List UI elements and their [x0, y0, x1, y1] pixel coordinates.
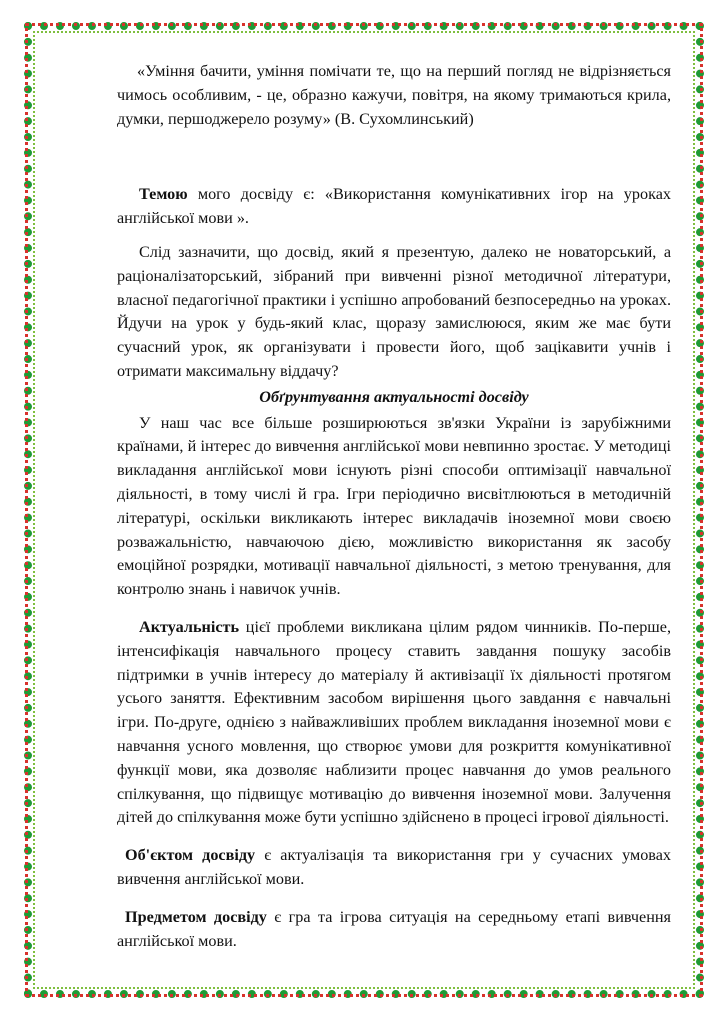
document-body	[117, 60, 671, 953]
theme-paragraph	[117, 183, 671, 231]
intro-paragraph: Слід зазначити, що досвід, який я презентую, далеко не новаторський, а раціоналізаторський, зібраний при вивченні різної методичної літератури, власної педагогічної практики і успішно апробований безпосередньо на уроках. Йдучи на урок у будь-який клас, щоразу замислююся, яким же має бути сучасний урок, як організувати і провести його, щоб зацікавити учнів і отримати максимальну віддачу?	[117, 242, 671, 380]
actuality-text: цієї проблеми викликана цілим рядом чинників. По-перше, інтенсифікація навчального процесу ставить завдання пошуку засобів підтримки в учнів інтересу до матеріалу й активізації їх діяльності протягом усього заняття. Ефективним засобом вирішення цього завдання є навчальні ігри. По-друге, однією з найважливіших проблем викладання іноземної мови є навчання усного мовлення, що створює умови для розкриття комунікативної функції мови, яка дозволяє наблизити процес навчання до умов реального спілкування, що підвищує мотивацію до вивчення іноземної мови. Залучення дітей до спілкування може бути успішно здійснено в процесі ігрової діяльності.	[117, 617, 671, 827]
relevance-paragraph: У наш час все більше розширюються зв'язки України із зарубіжними країнами, й інтерес до вивчення англійської мови невпинно зростає. У методиці викладання англійської мови існують різні способи оптимізації навчальної діяльності, в тому числі й гра. Ігри періодично висвітлюються в методичній літературі, оскільки викликають інтерес викладачів іноземної мови своєю розважальністю, навчаючою дією, можливістю використання як засобу емоційної розрядки, мотивації навчальної діяльності, з метою тренування, для контролю знань і навичок учнів.	[117, 413, 671, 599]
object-text: є актуалізація та використання гри у сучасних умовах вивчення англійської мови.	[117, 846, 671, 888]
epigraph-quote: «Уміння бачити, уміння помічати те, що на перший погляд не відрізняється чимось особливим, - це, образно кажучи, повітря, на якому тримаються крила, думки, першоджерело розуму» (В. Сухомлинський)	[117, 62, 671, 128]
subject-paragraph	[117, 906, 671, 954]
subject-label: Предметом досвіду	[125, 907, 267, 926]
actuality-paragraph	[117, 616, 671, 830]
subject-text: є гра та ігрова ситуація на середньому етапі вивчення англійської мови.	[117, 907, 671, 950]
theme-label: Темою	[139, 185, 188, 204]
object-label: Об'єктом досвіду	[125, 846, 256, 865]
theme-text: мого досвіду є: «Використання комунікативних ігор на уроках англійської мови ».	[117, 185, 671, 228]
section-heading: Обґрунтування актуальності досвіду	[259, 387, 529, 406]
object-paragraph	[117, 844, 671, 892]
actuality-label: Актуальність	[139, 617, 240, 636]
